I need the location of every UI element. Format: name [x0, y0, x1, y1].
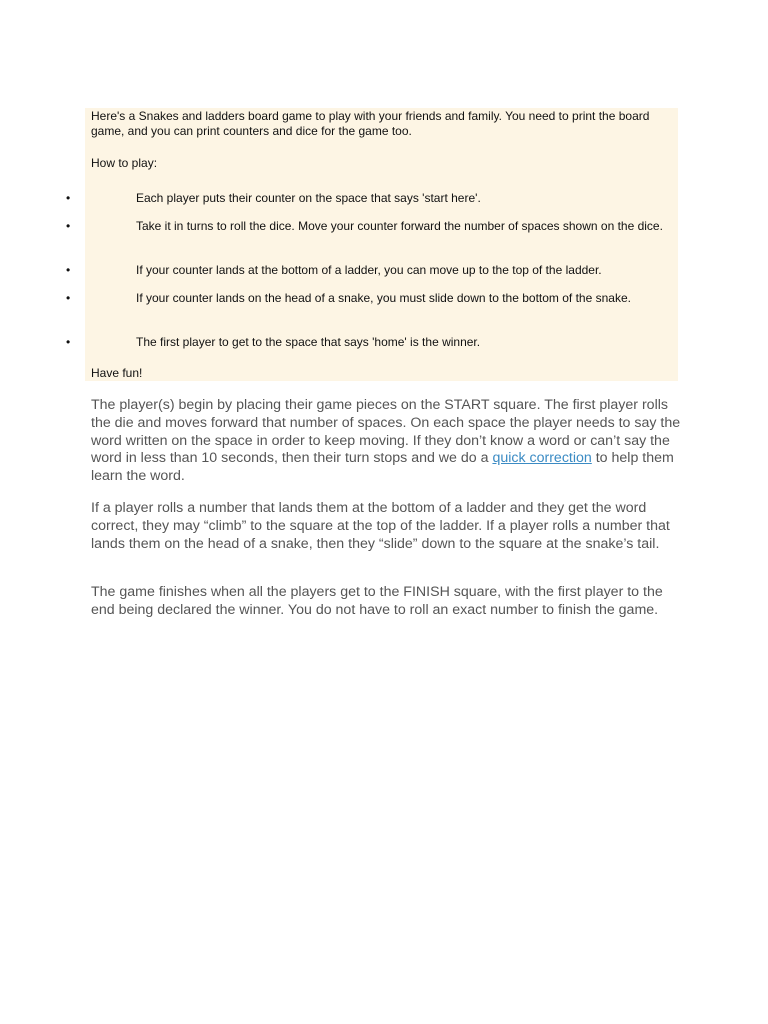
quick-correction-link[interactable]: quick correction [492, 450, 592, 467]
bullet-icon: • [66, 191, 71, 205]
rules-intro: Here's a Snakes and ladders board game to play with your friends and family. You need to print the board game, and you can print counters and dice for the game too. [91, 109, 650, 138]
paragraph-finish: The game finishes when all the players get to the FINISH square, with the first player to the end being declared the winner. You do not have to roll an exact number to finish the game. [91, 584, 663, 618]
paragraph-start-rules [91, 397, 681, 486]
rule-step-1: Each player puts their counter on the space that says 'start here'. [136, 191, 481, 205]
rule-step-5: The first player to get to the space that says 'home' is the winner. [136, 335, 481, 349]
rule-step-4: If your counter lands on the head of a snake, you must slide down to the bottom of the snake. [136, 291, 631, 305]
bullet-icon: • [66, 291, 71, 305]
paragraph-start-text: The player(s) begin by placing their game pieces on the START square. The first player rolls the die and moves forward that number of spaces. On each space the player needs to say the word written on the space in order to keep moving. If they don’t know a word or can’t say the word in less than 10 seconds, then their turn stops and we do a [91, 397, 681, 467]
rule-step-3: If your counter lands at the bottom of a ladder, you can move up to the top of the ladder. [136, 263, 602, 277]
rule-step-2: Take it in turns to roll the dice. Move your counter forward the number of spaces shown on the dice. [136, 219, 663, 233]
paragraph-ladders-snakes: If a player rolls a number that lands them at the bottom of a ladder and they get the word correct, they may “climb” to the square at the top of the ladder. If a player rolls a number that lands them on the head of a snake, then they “slide” down to the square at the snake’s tail. [91, 500, 670, 552]
bullet-icon: • [66, 335, 71, 349]
have-fun-text: Have fun! [91, 366, 143, 380]
paragraph-start-text-end: to help them learn the word. [91, 450, 674, 485]
how-to-play-heading: How to play: [91, 156, 158, 170]
bullet-icon: • [66, 263, 71, 277]
bullet-icon: • [66, 219, 71, 233]
